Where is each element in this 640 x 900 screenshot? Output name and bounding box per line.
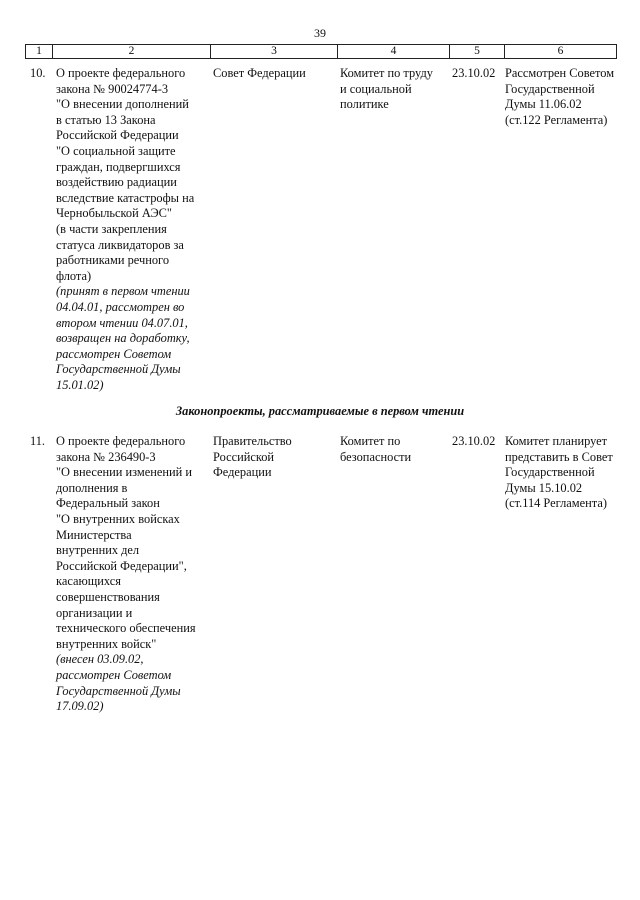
text-line: Федерации [213, 465, 272, 480]
text-line: Российской Федерации", [56, 558, 187, 573]
date: 23.10.02 [452, 434, 496, 448]
text-line: Думы 15.10.02 [505, 480, 583, 495]
table-header-row [25, 44, 617, 59]
text-line: "О социальной защите [56, 143, 176, 158]
header-cell-6: 6 [505, 45, 617, 58]
text-line: политике [340, 97, 389, 112]
text-line: технического обеспечения [56, 621, 196, 636]
text-line: организации и [56, 605, 133, 620]
text-line: "О внесении дополнений [56, 97, 189, 112]
text-line: О проекте федерального [56, 434, 186, 448]
text-line: Комитет по [340, 434, 401, 448]
text-line: граждан, подвергшихся [56, 159, 181, 174]
text-line: "О внутренних войсках [56, 511, 180, 526]
initiator [213, 434, 333, 481]
header-cell-2: 2 [53, 45, 211, 58]
text-line: (в части закрепления [56, 221, 167, 236]
text-line: безопасности [340, 449, 412, 464]
section-heading: Законопроекты, рассматриваемые в первом чтении [175, 404, 465, 418]
text-line: дополнения в [56, 480, 128, 495]
text-line: закона № 90024774-3 [56, 81, 169, 96]
text-line: втором чтении 04.07.01, [56, 315, 188, 330]
text-line: 17.09.02) [56, 699, 104, 714]
text-line: вследствие катастрофы на [56, 190, 195, 205]
header-cell-5: 5 [450, 45, 505, 58]
text-line: Министерства [56, 527, 132, 542]
status-note [505, 66, 625, 128]
text-line: и социальной [340, 81, 412, 96]
bill-title [56, 66, 208, 393]
responsible-committee [340, 66, 448, 113]
entry-number: 10. [30, 66, 46, 80]
header-cell-4: 4 [338, 45, 450, 58]
text-line: статуса ликвидаторов за [56, 237, 184, 252]
text-line: Государственной Думы [56, 683, 181, 698]
text-line: Государственной Думы [56, 362, 181, 377]
text-line: Государственной [505, 81, 595, 96]
text-line: совершенствования [56, 589, 160, 604]
text-line: возвращен на доработку, [56, 331, 190, 346]
text-line: Государственной [505, 465, 595, 480]
text-line: Чернобыльской АЭС" [56, 206, 172, 221]
text-line: закона № 236490-3 [56, 449, 156, 464]
text-line: (внесен 03.09.02, [56, 652, 144, 667]
text-line: Комитет планирует [505, 434, 608, 448]
header-cell-1: 1 [26, 45, 53, 58]
text-line: рассмотрен Советом [56, 346, 172, 361]
text-line: в статью 13 Закона [56, 112, 156, 127]
text-line: Думы 11.06.02 [505, 97, 582, 112]
text-line: О проекте федерального [56, 66, 186, 80]
text-line: (принят в первом чтении [56, 284, 190, 299]
date: 23.10.02 [452, 66, 496, 80]
text-line: рассмотрен Советом [56, 667, 172, 682]
text-line: "О внесении изменений и [56, 465, 192, 480]
text-line: (ст.114 Регламента) [505, 496, 607, 511]
page-number: 39 [314, 26, 326, 40]
status-note [505, 434, 625, 512]
text-line: Рассмотрен Советом [505, 66, 615, 80]
text-line: Комитет по труду [340, 66, 433, 80]
text-line: флота) [56, 268, 92, 283]
text-line: работниками речного [56, 253, 170, 268]
text-line: внутренних войск" [56, 636, 157, 651]
text-line: 15.01.02) [56, 377, 104, 392]
text-line: внутренних дел [56, 543, 140, 558]
text-line: Совет Федерации [213, 66, 306, 80]
text-line: (ст.122 Регламента) [505, 112, 608, 127]
text-line: представить в Совет [505, 449, 613, 464]
header-cell-3: 3 [211, 45, 338, 58]
text-line: Российской [213, 449, 275, 464]
text-line: касающихся [56, 574, 121, 589]
text-line: Российской Федерации [56, 128, 179, 143]
text-line: Федеральный закон [56, 496, 160, 511]
text-line: воздействию радиации [56, 175, 177, 190]
text-line: 04.04.01, рассмотрен во [56, 299, 185, 314]
entry-number: 11. [30, 434, 46, 448]
initiator [213, 66, 333, 82]
text-line: Правительство [213, 434, 292, 448]
bill-title [56, 434, 208, 715]
responsible-committee [340, 434, 448, 465]
